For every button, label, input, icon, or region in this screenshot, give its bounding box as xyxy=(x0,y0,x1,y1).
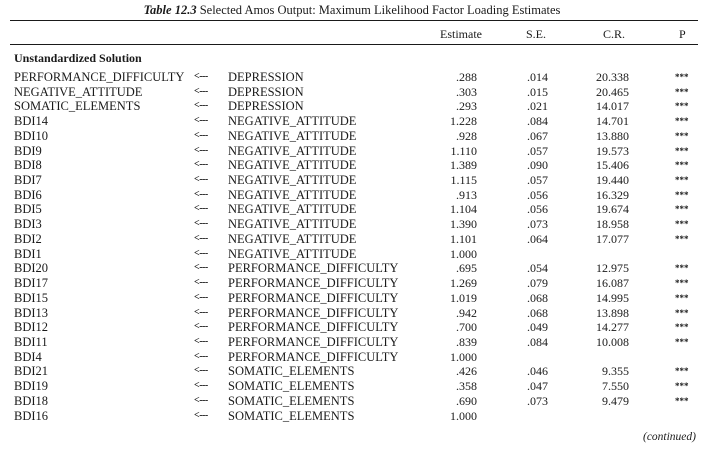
section-title: Unstandardized Solution xyxy=(14,51,142,65)
cr-cell: 18.958 xyxy=(596,217,629,232)
estimate-cell: .695 xyxy=(456,261,477,276)
estimate-cell: 1.228 xyxy=(450,114,477,129)
se-cell: .054 xyxy=(527,261,548,276)
table-row xyxy=(0,306,704,321)
factor-cell: NEGATIVE_ATTITUDE xyxy=(228,202,357,217)
estimate-cell: .839 xyxy=(456,334,477,349)
p-cell: *** xyxy=(675,307,689,318)
table-row xyxy=(0,276,704,291)
estimate-cell: 1.000 xyxy=(450,246,477,261)
cr-cell: 14.995 xyxy=(596,290,629,305)
factor-cell: NEGATIVE_ATTITUDE xyxy=(228,173,357,188)
se-cell: .057 xyxy=(527,143,548,158)
p-cell: *** xyxy=(675,160,689,171)
table-label: Table 12.3 xyxy=(143,3,197,17)
header-se: S.E. xyxy=(526,27,547,41)
p-cell: *** xyxy=(675,189,689,200)
cr-cell: 16.087 xyxy=(596,276,629,291)
arrow-cell: <--- xyxy=(194,85,208,97)
arrow-cell: <--- xyxy=(194,365,208,377)
table-caption xyxy=(0,3,704,17)
p-cell: *** xyxy=(675,292,689,303)
arrow-cell: <--- xyxy=(194,218,208,230)
se-cell: .014 xyxy=(527,70,548,84)
arrow-cell: <--- xyxy=(194,306,208,318)
estimate-cell: .700 xyxy=(456,320,477,335)
arrow-cell: <--- xyxy=(194,321,208,333)
table-row xyxy=(0,409,704,424)
p-cell: *** xyxy=(675,336,689,347)
cr-cell: 12.975 xyxy=(596,261,629,276)
p-cell: *** xyxy=(675,86,689,97)
cr-cell: 14.277 xyxy=(596,320,629,335)
table-row xyxy=(0,291,704,306)
arrow-cell: <--- xyxy=(194,203,208,215)
se-cell: .084 xyxy=(527,114,548,129)
se-cell: .056 xyxy=(527,202,548,217)
factor-cell: PERFORMANCE_DIFFICULTY xyxy=(228,320,399,335)
indicator-cell: SOMATIC_ELEMENTS xyxy=(14,99,141,114)
arrow-cell: <--- xyxy=(194,350,208,362)
arrow-cell: <--- xyxy=(194,247,208,259)
factor-cell: SOMATIC_ELEMENTS xyxy=(228,408,355,423)
factor-cell: NEGATIVE_ATTITUDE xyxy=(228,158,357,173)
se-cell: .068 xyxy=(527,290,548,305)
indicator-cell: BDI10 xyxy=(14,128,49,143)
header-p: P xyxy=(679,27,686,41)
table-row xyxy=(0,320,704,335)
cr-cell: 13.898 xyxy=(596,305,629,320)
indicator-cell: BDI21 xyxy=(14,364,49,379)
arrow-cell: <--- xyxy=(194,232,208,244)
p-cell: *** xyxy=(675,395,689,406)
se-cell: .084 xyxy=(527,334,548,349)
cr-cell: 15.406 xyxy=(596,158,629,173)
estimate-cell: 1.101 xyxy=(450,231,477,246)
factor-cell: PERFORMANCE_DIFFICULTY xyxy=(228,334,399,349)
arrow-cell: <--- xyxy=(194,380,208,392)
arrow-cell: <--- xyxy=(194,188,208,200)
estimate-cell: .426 xyxy=(456,364,477,379)
se-cell: .046 xyxy=(527,364,548,379)
table-row xyxy=(0,158,704,173)
se-cell: .090 xyxy=(527,158,548,173)
p-cell: *** xyxy=(675,72,689,82)
table-body xyxy=(0,70,704,423)
estimate-cell: 1.390 xyxy=(450,217,477,232)
factor-cell: PERFORMANCE_DIFFICULTY xyxy=(228,290,399,305)
cr-cell: 9.355 xyxy=(602,364,629,379)
cr-cell: 14.017 xyxy=(596,99,629,114)
table-row xyxy=(0,364,704,379)
estimate-cell: 1.000 xyxy=(450,349,477,364)
cr-cell: 20.465 xyxy=(596,84,629,99)
table-row xyxy=(0,350,704,365)
se-cell: .073 xyxy=(527,393,548,408)
indicator-cell: BDI19 xyxy=(14,379,49,394)
table-row xyxy=(0,85,704,100)
factor-cell: DEPRESSION xyxy=(228,84,304,99)
factor-cell: NEGATIVE_ATTITUDE xyxy=(228,246,357,261)
estimate-cell: 1.110 xyxy=(450,143,477,158)
top-rule xyxy=(10,20,698,21)
factor-cell: PERFORMANCE_DIFFICULTY xyxy=(228,305,399,320)
indicator-cell: BDI20 xyxy=(14,261,49,276)
indicator-cell: BDI2 xyxy=(14,231,42,246)
p-cell: *** xyxy=(675,145,689,156)
indicator-cell: BDI6 xyxy=(14,187,42,202)
p-cell: *** xyxy=(675,204,689,215)
cr-cell: 10.008 xyxy=(596,334,629,349)
table-row xyxy=(0,188,704,203)
table-row xyxy=(0,261,704,276)
p-cell: *** xyxy=(675,233,689,244)
estimate-cell: 1.104 xyxy=(450,202,477,217)
table-row xyxy=(0,247,704,262)
indicator-cell: BDI9 xyxy=(14,143,42,158)
arrow-cell: <--- xyxy=(194,115,208,127)
cr-cell: 7.550 xyxy=(602,379,629,394)
table-row xyxy=(0,144,704,159)
estimate-cell: .913 xyxy=(456,187,477,202)
p-cell: *** xyxy=(675,263,689,274)
arrow-cell: <--- xyxy=(194,174,208,186)
p-cell: *** xyxy=(675,130,689,141)
indicator-cell: BDI5 xyxy=(14,202,42,217)
se-cell: .073 xyxy=(527,217,548,232)
arrow-cell: <--- xyxy=(194,100,208,112)
factor-cell: NEGATIVE_ATTITUDE xyxy=(228,114,357,129)
cr-cell: 16.329 xyxy=(596,187,629,202)
cr-cell: 19.573 xyxy=(596,143,629,158)
cr-cell: 19.440 xyxy=(596,173,629,188)
factor-cell: NEGATIVE_ATTITUDE xyxy=(228,143,357,158)
p-cell: *** xyxy=(675,175,689,186)
se-cell: .056 xyxy=(527,187,548,202)
indicator-cell: BDI18 xyxy=(14,393,49,408)
factor-cell: NEGATIVE_ATTITUDE xyxy=(228,128,357,143)
indicator-cell: BDI4 xyxy=(14,349,42,364)
table-row xyxy=(0,173,704,188)
indicator-cell: PERFORMANCE_DIFFICULTY xyxy=(14,70,185,84)
cr-cell: 17.077 xyxy=(596,231,629,246)
table-row xyxy=(0,379,704,394)
arrow-cell: <--- xyxy=(194,129,208,141)
estimate-cell: 1.269 xyxy=(450,276,477,291)
indicator-cell: BDI13 xyxy=(14,305,49,320)
cr-cell: 19.674 xyxy=(596,202,629,217)
estimate-cell: 1.019 xyxy=(450,290,477,305)
p-cell: *** xyxy=(675,101,689,112)
cr-cell: 14.701 xyxy=(596,114,629,129)
factor-cell: NEGATIVE_ATTITUDE xyxy=(228,231,357,246)
table-row xyxy=(0,70,704,85)
table-row xyxy=(0,394,704,409)
arrow-cell: <--- xyxy=(194,409,208,421)
se-cell: .015 xyxy=(527,84,548,99)
p-cell: *** xyxy=(675,381,689,392)
se-cell: .079 xyxy=(527,276,548,291)
se-cell: .067 xyxy=(527,128,548,143)
p-cell: *** xyxy=(675,278,689,289)
table-title: Selected Amos Output: Maximum Likelihood Factor Loading Estimates xyxy=(199,3,561,17)
factor-cell: SOMATIC_ELEMENTS xyxy=(228,364,355,379)
factor-cell: NEGATIVE_ATTITUDE xyxy=(228,217,357,232)
indicator-cell: BDI15 xyxy=(14,290,49,305)
table-row xyxy=(0,129,704,144)
arrow-cell: <--- xyxy=(194,394,208,406)
factor-cell: PERFORMANCE_DIFFICULTY xyxy=(228,261,399,276)
indicator-cell: BDI7 xyxy=(14,173,42,188)
estimate-cell: .928 xyxy=(456,128,477,143)
factor-cell: DEPRESSION xyxy=(228,99,304,114)
indicator-cell: BDI17 xyxy=(14,276,49,291)
indicator-cell: BDI12 xyxy=(14,320,49,335)
indicator-cell: BDI3 xyxy=(14,217,42,232)
continued-note: (continued) xyxy=(642,431,696,443)
arrow-cell: <--- xyxy=(194,71,208,82)
factor-cell: PERFORMANCE_DIFFICULTY xyxy=(228,276,399,291)
estimate-cell: 1.115 xyxy=(450,173,477,188)
arrow-cell: <--- xyxy=(194,291,208,303)
arrow-cell: <--- xyxy=(194,144,208,156)
factor-cell: DEPRESSION xyxy=(228,70,304,84)
table-row xyxy=(0,114,704,129)
indicator-cell: BDI16 xyxy=(14,408,49,423)
indicator-cell: BDI11 xyxy=(14,334,48,349)
table-row xyxy=(0,232,704,247)
estimate-cell: .358 xyxy=(456,379,477,394)
estimate-cell: .293 xyxy=(456,99,477,114)
header-cr: C.R. xyxy=(603,27,626,41)
indicator-cell: BDI1 xyxy=(14,246,42,261)
cr-cell: 9.479 xyxy=(602,393,629,408)
p-cell: *** xyxy=(675,219,689,230)
se-cell: .064 xyxy=(527,231,548,246)
arrow-cell: <--- xyxy=(194,262,208,274)
estimate-cell: .690 xyxy=(456,393,477,408)
arrow-cell: <--- xyxy=(194,277,208,289)
p-cell: *** xyxy=(675,366,689,377)
estimate-cell: .288 xyxy=(456,70,477,84)
se-cell: .049 xyxy=(527,320,548,335)
p-cell: *** xyxy=(675,322,689,333)
cr-cell: 13.880 xyxy=(596,128,629,143)
se-cell: .057 xyxy=(527,173,548,188)
estimate-cell: .303 xyxy=(456,84,477,99)
indicator-cell: BDI14 xyxy=(14,114,49,129)
indicator-cell: NEGATIVE_ATTITUDE xyxy=(14,84,143,99)
estimate-cell: 1.000 xyxy=(450,408,477,423)
table-row xyxy=(0,335,704,350)
arrow-cell: <--- xyxy=(194,159,208,171)
header-estimate: Estimate xyxy=(440,27,482,41)
header-rule xyxy=(10,44,698,45)
estimate-cell: 1.389 xyxy=(450,158,477,173)
se-cell: .021 xyxy=(527,99,548,114)
table-row xyxy=(0,202,704,217)
table-row xyxy=(0,217,704,232)
factor-cell: PERFORMANCE_DIFFICULTY xyxy=(228,349,399,364)
factor-cell: NEGATIVE_ATTITUDE xyxy=(228,187,357,202)
cr-cell: 20.338 xyxy=(596,70,629,84)
se-cell: .047 xyxy=(527,379,548,394)
factor-cell: SOMATIC_ELEMENTS xyxy=(228,393,355,408)
factor-cell: SOMATIC_ELEMENTS xyxy=(228,379,355,394)
arrow-cell: <--- xyxy=(194,335,208,347)
table-row xyxy=(0,99,704,114)
indicator-cell: BDI8 xyxy=(14,158,42,173)
se-cell: .068 xyxy=(527,305,548,320)
p-cell: *** xyxy=(675,116,689,127)
estimate-cell: .942 xyxy=(456,305,477,320)
